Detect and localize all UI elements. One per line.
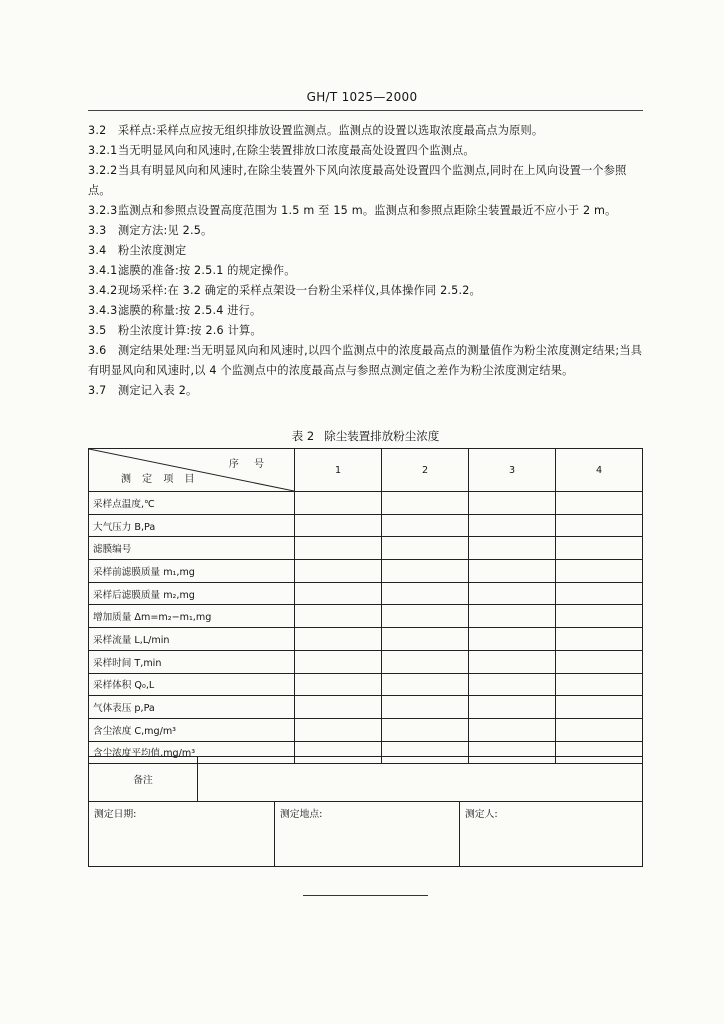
table-row: [89, 514, 643, 537]
clause-text: 监测点和参照点设置高度范围为 1.5 m 至 15 m。监测点和参照点距除尘装置最近不应小于 2 m。: [118, 204, 617, 217]
document-body: [88, 121, 648, 401]
row-label: 采样体积 Q₀,L: [89, 673, 295, 696]
value-cell[interactable]: [469, 696, 556, 719]
value-cell[interactable]: [295, 628, 382, 651]
row-label: 含尘浓度平均值,mg/m³: [89, 741, 295, 764]
clause: [88, 241, 648, 261]
table-row: [89, 582, 643, 605]
clause-number: 3.5: [88, 324, 107, 337]
clause-text: 粉尘浓度测定: [118, 244, 187, 257]
test-place-field[interactable]: [275, 802, 460, 867]
clause: [88, 381, 648, 401]
value-cell[interactable]: [469, 492, 556, 515]
value-cell[interactable]: [556, 718, 643, 741]
clause: [88, 121, 648, 141]
column-header: 3: [469, 449, 556, 492]
value-cell[interactable]: [556, 537, 643, 560]
clause: [88, 261, 648, 281]
value-cell[interactable]: [556, 650, 643, 673]
clause-text: 现场采样:在 3.2 确定的采样点架设一台粉尘采样仪,具体操作同 2.5.2。: [118, 284, 481, 297]
table-header-row: [89, 449, 643, 492]
clause-text: 滤膜的称量:按 2.5.4 进行。: [118, 304, 262, 317]
value-cell[interactable]: [382, 718, 469, 741]
table-row: [89, 718, 643, 741]
diagonal-header-cell: [89, 449, 295, 492]
tester-label: 测定人:: [465, 809, 498, 820]
value-cell[interactable]: [295, 650, 382, 673]
clause-number: 3.7: [88, 384, 107, 397]
row-label: 含尘浓度 C,mg/m³: [89, 718, 295, 741]
clause: [88, 301, 648, 321]
table-row: [89, 628, 643, 651]
table-row: [89, 492, 643, 515]
table-row: [89, 696, 643, 719]
value-cell[interactable]: [295, 718, 382, 741]
table-footer: [88, 756, 643, 867]
value-cell[interactable]: [382, 582, 469, 605]
value-cell[interactable]: [469, 650, 556, 673]
value-cell[interactable]: [382, 537, 469, 560]
table-row: [89, 537, 643, 560]
test-place-label: 测定地点:: [280, 809, 323, 820]
row-label: 采样流量 L,L/min: [89, 628, 295, 651]
row-label: 气体表压 p,Pa: [89, 696, 295, 719]
value-cell[interactable]: [556, 673, 643, 696]
column-header: 1: [295, 449, 382, 492]
clause-number: 3.2.3: [88, 204, 118, 217]
clause-number: 3.2.1: [88, 144, 118, 157]
tester-field[interactable]: [460, 802, 643, 867]
value-cell[interactable]: [295, 673, 382, 696]
clause-text: 滤膜的准备:按 2.5.1 的规定操作。: [118, 264, 296, 277]
value-cell[interactable]: [556, 492, 643, 515]
value-cell[interactable]: [469, 673, 556, 696]
value-cell[interactable]: [382, 514, 469, 537]
clause: [88, 341, 648, 381]
clause-text: 粉尘浓度计算:按 2.6 计算。: [118, 324, 262, 337]
value-cell[interactable]: [295, 537, 382, 560]
value-cell[interactable]: [556, 514, 643, 537]
clause: [88, 141, 648, 161]
row-label: 采样点温度,℃: [89, 492, 295, 515]
value-cell[interactable]: [295, 492, 382, 515]
value-cell[interactable]: [556, 582, 643, 605]
clause-text: 当具有明显风向和风速时,在除尘装置外下风向浓度最高处设置四个监测点,同时在上风向设置一个参照点。: [88, 164, 627, 197]
end-of-section-rule: [303, 895, 428, 896]
value-cell[interactable]: [469, 628, 556, 651]
table-row: [89, 673, 643, 696]
dust-concentration-table: [88, 448, 643, 764]
value-cell[interactable]: [469, 537, 556, 560]
row-label: 滤膜编号: [89, 537, 295, 560]
header-divider: [88, 110, 643, 111]
row-label: 采样前滤膜质量 m₁,mg: [89, 560, 295, 583]
clause: [88, 281, 648, 301]
clause: [88, 221, 648, 241]
row-label: 大气压力 B,Pa: [89, 514, 295, 537]
value-cell[interactable]: [295, 514, 382, 537]
value-cell[interactable]: [556, 628, 643, 651]
value-cell[interactable]: [382, 605, 469, 628]
clause-number: 3.2.2: [88, 164, 118, 177]
clause: [88, 321, 648, 341]
value-cell[interactable]: [382, 673, 469, 696]
row-label: 采样时间 T,min: [89, 650, 295, 673]
value-cell[interactable]: [382, 650, 469, 673]
table-row: [89, 650, 643, 673]
value-cell[interactable]: [469, 560, 556, 583]
corner-label-sequence: 序 号: [228, 459, 270, 470]
value-cell[interactable]: [556, 560, 643, 583]
value-cell[interactable]: [382, 560, 469, 583]
test-date-label: 测定日期:: [94, 809, 137, 820]
table-row: [89, 560, 643, 583]
value-cell[interactable]: [469, 582, 556, 605]
value-cell[interactable]: [469, 514, 556, 537]
clause-text: 测定方法:见 2.5。: [118, 224, 213, 237]
table-caption-title: 除尘装置排放粉尘浓度: [324, 429, 440, 443]
value-cell[interactable]: [382, 628, 469, 651]
clause-text: 当无明显风向和风速时,在除尘装置排放口浓度最高处设置四个监测点。: [118, 144, 475, 157]
clause-number: 3.4.3: [88, 304, 118, 317]
column-header: 4: [556, 449, 643, 492]
remark-field[interactable]: [198, 757, 643, 802]
clause-number: 3.3: [88, 224, 107, 237]
row-label: 采样后滤膜质量 m₂,mg: [89, 582, 295, 605]
clause-number: 3.4: [88, 244, 107, 257]
table-caption: [88, 428, 643, 444]
value-cell[interactable]: [295, 582, 382, 605]
value-cell[interactable]: [295, 696, 382, 719]
remark-label: 备注: [89, 757, 198, 802]
clause-number: 3.6: [88, 344, 107, 357]
column-header: 2: [382, 449, 469, 492]
row-label: 增加质量 Δm=m₂−m₁,mg: [89, 605, 295, 628]
clause-text: 采样点:采样点应按无组织排放设置监测点。监测点的设置以选取浓度最高点为原则。: [118, 124, 544, 137]
value-cell[interactable]: [295, 560, 382, 583]
remark-row: [89, 757, 643, 802]
signature-row: [89, 802, 643, 867]
clause-number: 3.4.1: [88, 264, 118, 277]
value-cell[interactable]: [382, 696, 469, 719]
clause-number: 3.4.2: [88, 284, 118, 297]
value-cell[interactable]: [382, 492, 469, 515]
table-caption-number: 表 2: [291, 429, 315, 443]
value-cell[interactable]: [295, 605, 382, 628]
standard-header: GH/T 1025—2000: [306, 90, 418, 104]
value-cell[interactable]: [556, 696, 643, 719]
clause-text: 测定记入表 2。: [118, 384, 198, 397]
value-cell[interactable]: [469, 605, 556, 628]
value-cell[interactable]: [556, 605, 643, 628]
table-row: [89, 605, 643, 628]
clause: [88, 201, 648, 221]
corner-label-item: 测 定 项 目: [121, 474, 199, 485]
clause: [88, 161, 648, 201]
clause-number: 3.2: [88, 124, 107, 137]
value-cell[interactable]: [469, 718, 556, 741]
clause-text: 测定结果处理:当无明显风向和风速时,以四个监测点中的浓度最高点的测量值作为粉尘浓度测定结果;当具有明显风向和风速时,以 4 个监测点中的浓度最高点与参照点测定值之差作为粉尘浓度测定结果。: [88, 344, 643, 377]
test-date-field[interactable]: [89, 802, 275, 867]
